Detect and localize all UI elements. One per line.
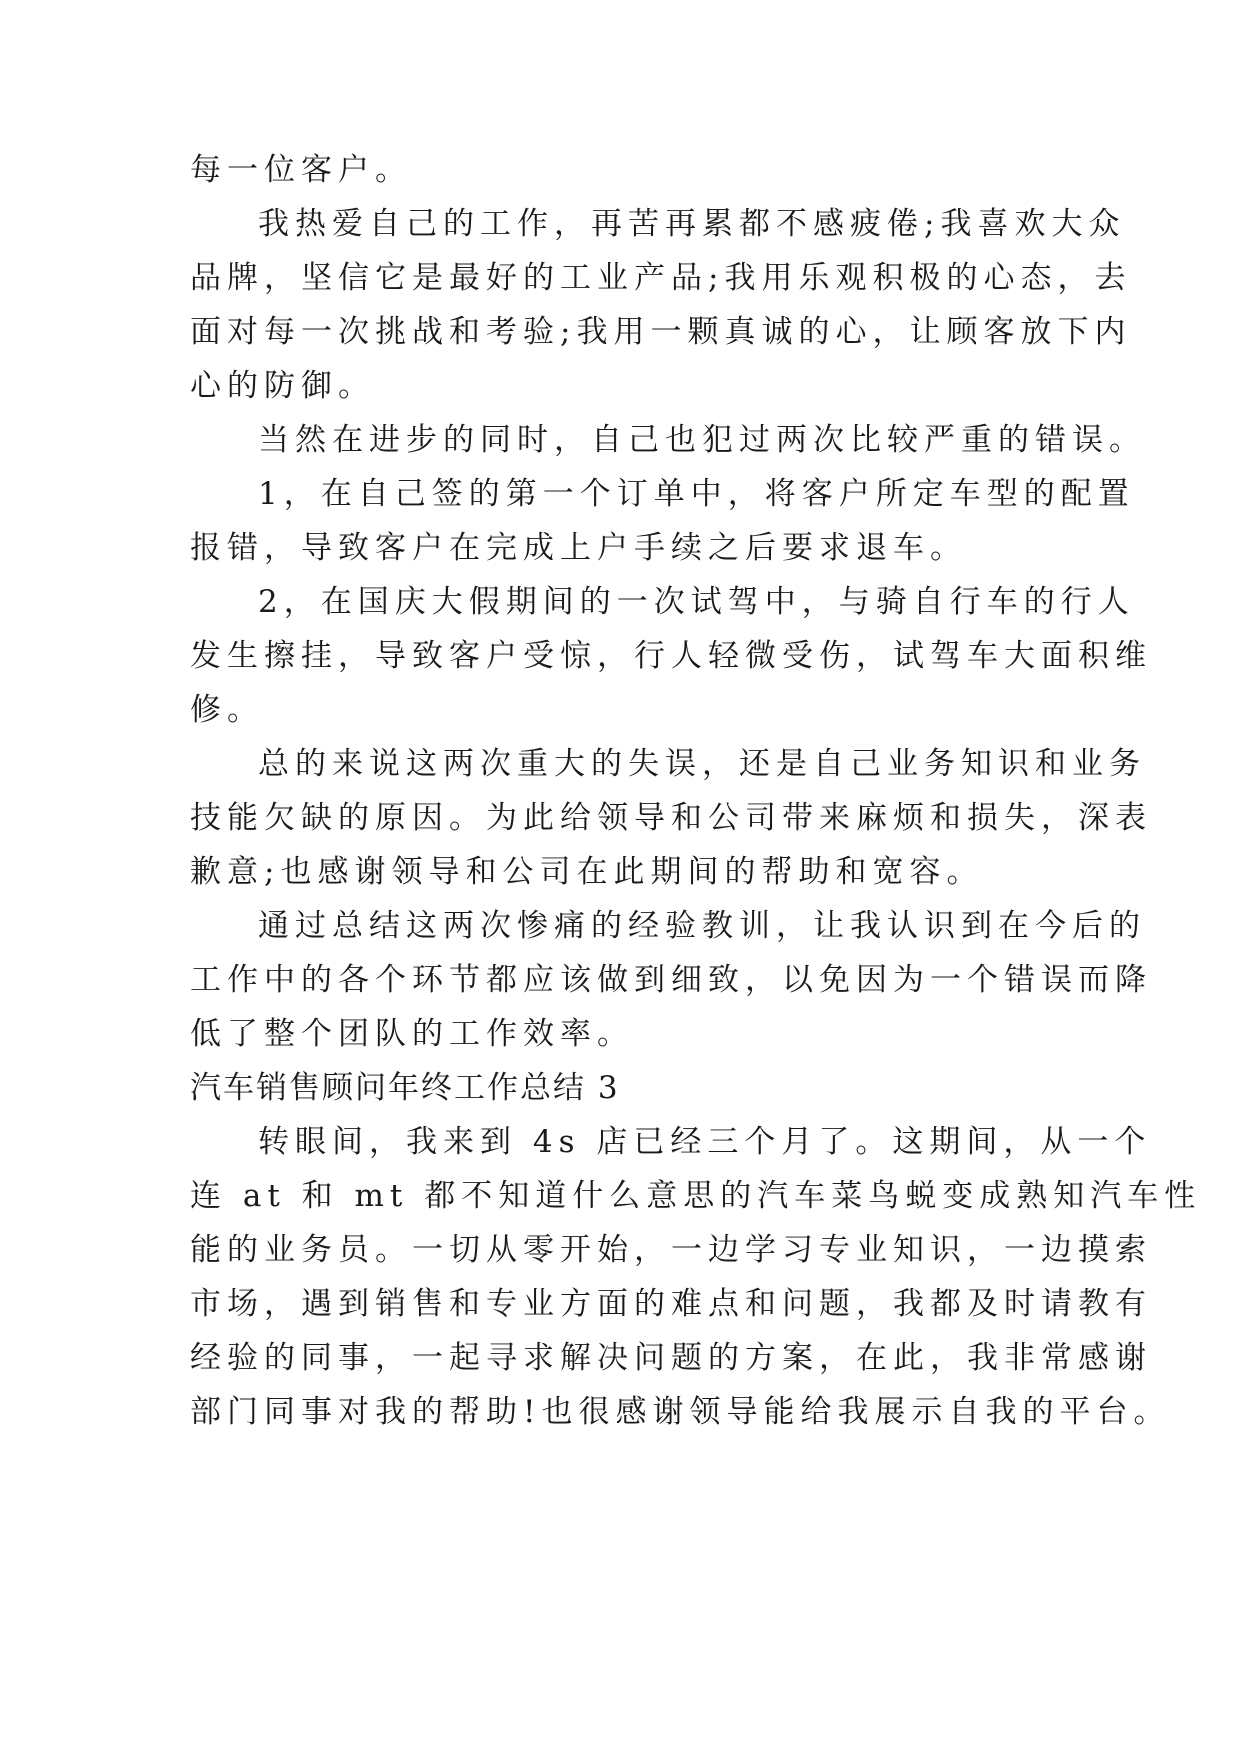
text-line: 连 at 和 mt 都不知道什么意思的汽车菜鸟蜕变成熟知汽车性 bbox=[190, 1178, 1202, 1214]
text-line: 发生擦挂，导致客户受惊，行人轻微受伤，试驾车大面积维 bbox=[190, 638, 1152, 674]
text-line: 经验的同事，一起寻求解决问题的方案，在此，我非常感谢 bbox=[190, 1340, 1152, 1376]
text-line: 部门同事对我的帮助!也很感谢领导能给我展示自我的平台。 bbox=[190, 1394, 1171, 1430]
text-line: 转眼间，我来到 4s 店已经三个月了。这期间，从一个 bbox=[258, 1124, 1152, 1160]
text-line: 报错，导致客户在完成上户手续之后要求退车。 bbox=[190, 530, 967, 566]
section-heading: 汽车销售顾问年终工作总结 3 bbox=[190, 1070, 620, 1106]
text-line: 技能欠缺的原因。为此给领导和公司带来麻烦和损失，深表 bbox=[190, 800, 1152, 836]
text-line: 1，在自己签的第一个订单中，将客户所定车型的配置 bbox=[258, 476, 1135, 512]
text-line: 每一位客户。 bbox=[190, 152, 412, 188]
text-line: 修。 bbox=[190, 692, 264, 728]
text-line: 市场，遇到销售和专业方面的难点和问题，我都及时请教有 bbox=[190, 1286, 1152, 1322]
text-line: 心的防御。 bbox=[190, 368, 375, 404]
text-line: 我热爱自己的工作，再苦再累都不感疲倦;我喜欢大众 bbox=[258, 206, 1126, 242]
text-line: 能的业务员。一切从零开始，一边学习专业知识，一边摸索 bbox=[190, 1232, 1152, 1268]
text-line: 总的来说这两次重大的失误，还是自己业务知识和业务 bbox=[258, 746, 1146, 782]
text-line: 2，在国庆大假期间的一次试驾中，与骑自行车的行人 bbox=[258, 584, 1135, 620]
text-line: 工作中的各个环节都应该做到细致，以免因为一个错误而降 bbox=[190, 962, 1152, 998]
text-line: 当然在进步的同时，自己也犯过两次比较严重的错误。 bbox=[258, 422, 1146, 458]
text-line: 面对每一次挑战和考验;我用一颗真诚的心，让顾客放下内 bbox=[190, 314, 1132, 350]
text-line: 歉意;也感谢领导和公司在此期间的帮助和宽容。 bbox=[190, 854, 984, 890]
text-line: 通过总结这两次惨痛的经验教训，让我认识到在今后的 bbox=[258, 908, 1146, 944]
text-line: 低了整个团队的工作效率。 bbox=[190, 1016, 634, 1052]
text-line: 品牌，坚信它是最好的工业产品;我用乐观积极的心态，去 bbox=[190, 260, 1132, 296]
